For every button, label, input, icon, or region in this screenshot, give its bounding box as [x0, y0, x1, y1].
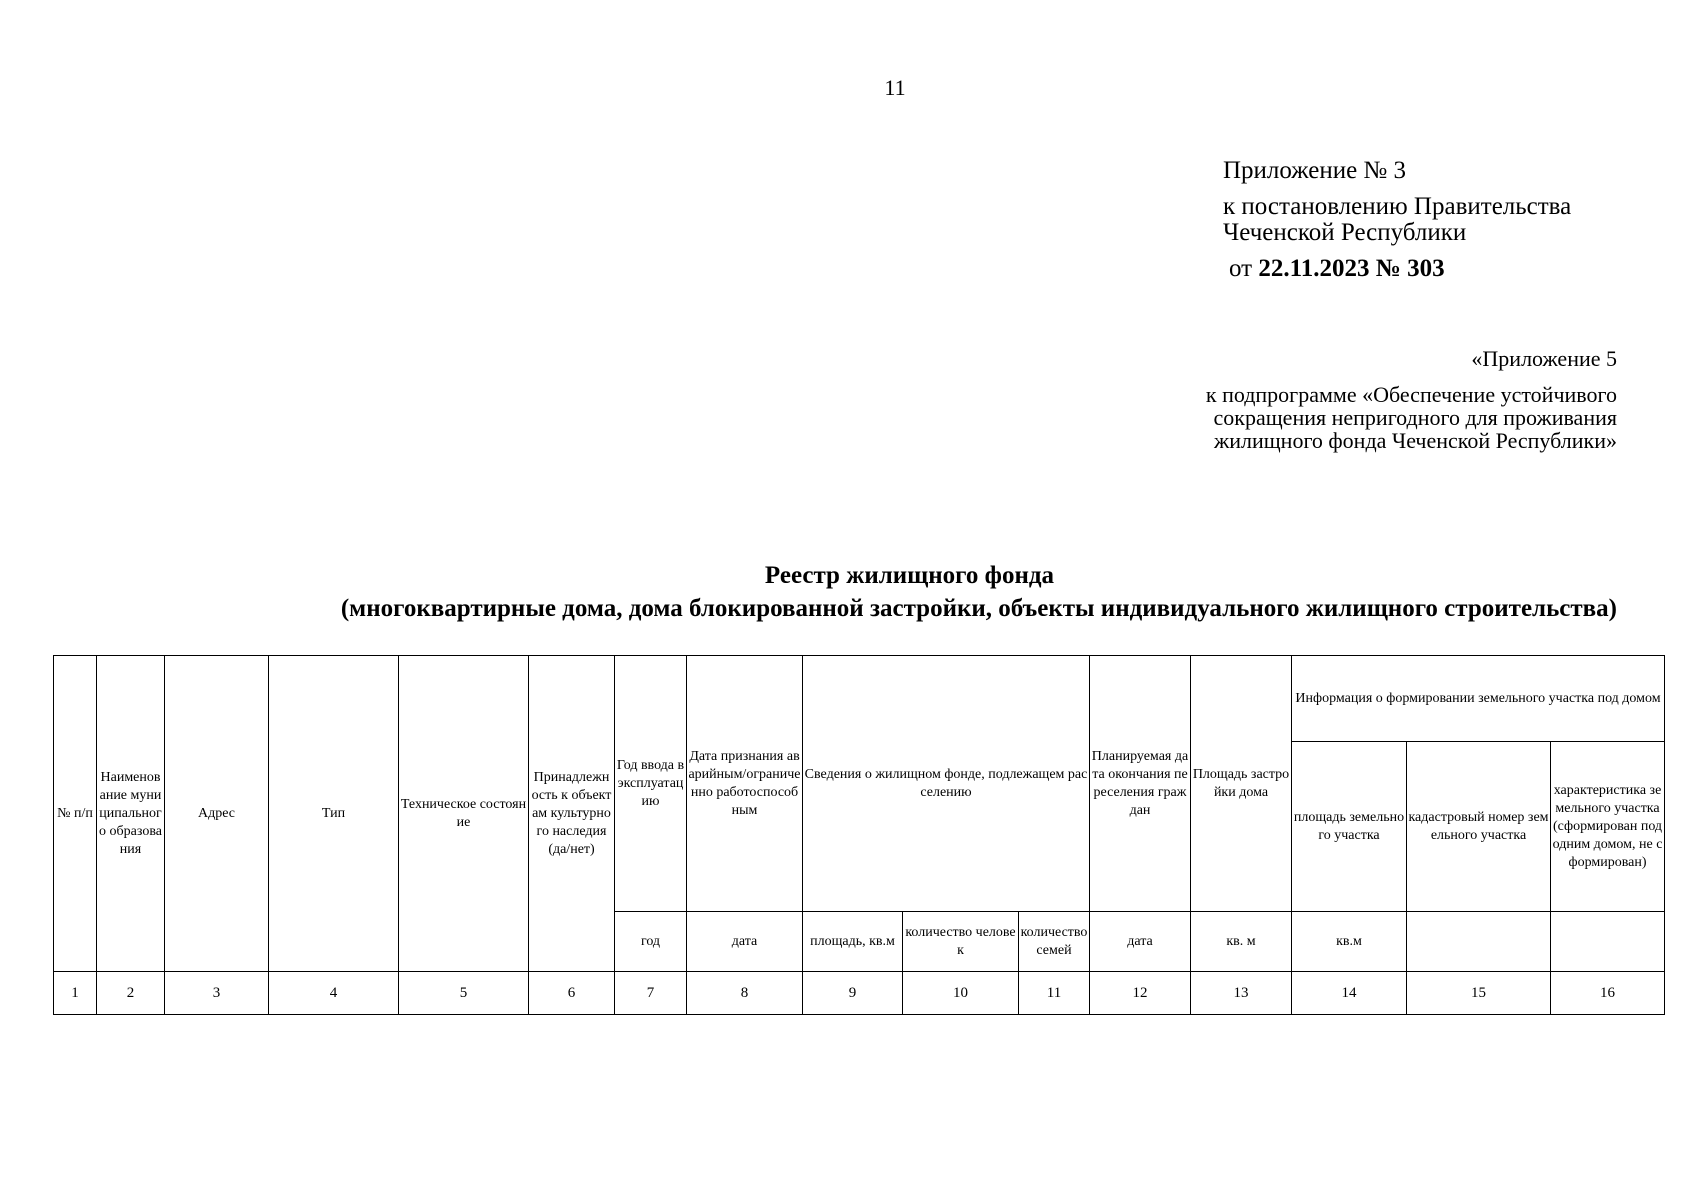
approval-block [1223, 158, 1571, 282]
unit-building-area: кв. м [1191, 912, 1292, 972]
column-number: 13 [1191, 972, 1292, 1015]
column-number: 3 [165, 972, 269, 1015]
approval-number-sign: № [1369, 255, 1408, 282]
approval-date: 22.11.2023 [1258, 255, 1370, 282]
column-number: 10 [903, 972, 1019, 1015]
column-number: 16 [1551, 972, 1665, 1015]
header-building-area: Площадь застройки дома [1191, 656, 1292, 912]
unit-date: дата [687, 912, 803, 972]
document-title-subtitle: (многоквартирные дома, дома блокированной застройки, объекты индивидуального жилищного строительства) [340, 595, 1617, 622]
approval-appendix-label: Приложение № 3 [1223, 157, 1407, 184]
column-number: 9 [803, 972, 903, 1015]
program-appendix-label: «Приложение 5 [1471, 346, 1617, 371]
header-housing-info: Сведения о жилищном фонде, подлежащем расселению [803, 656, 1090, 912]
column-number: 5 [399, 972, 529, 1015]
column-number: 8 [687, 972, 803, 1015]
column-number: 7 [615, 972, 687, 1015]
header-land-char: характеристика земельного участка (сформирован под одним домом, не сформирован) [1551, 742, 1665, 912]
header-land-info: Информация о формировании земельного участка под домом [1292, 656, 1665, 742]
header-address: Адрес [165, 656, 269, 972]
table-header-row-1 [54, 656, 1665, 742]
approval-government-line: Чеченской Республики [1223, 219, 1467, 246]
column-number: 12 [1090, 972, 1191, 1015]
header-land-area: площадь земельного участка [1292, 742, 1407, 912]
unit-families: количество семей [1019, 912, 1090, 972]
column-number: 4 [269, 972, 399, 1015]
page-number: 11 [884, 75, 906, 100]
header-municipality: Наименование муниципального образования [97, 656, 165, 972]
unit-land-char [1551, 912, 1665, 972]
approval-number: 303 [1407, 255, 1445, 282]
column-number: 14 [1292, 972, 1407, 1015]
table-column-numbers-row [54, 972, 1665, 1015]
approval-resolution-line: к постановлению Правительства [1223, 193, 1572, 220]
program-ref-line-2: сокращения непригодного для проживания [1213, 405, 1617, 430]
header-tech-condition: Техническое состояние [399, 656, 529, 972]
unit-year: год [615, 912, 687, 972]
unit-planned-date: дата [1090, 912, 1191, 972]
unit-land-area: кв.м [1292, 912, 1407, 972]
header-year-commissioned: Год ввода в эксплуатацию [615, 656, 687, 912]
header-num: № п/п [54, 656, 97, 972]
column-number: 6 [529, 972, 615, 1015]
column-number: 15 [1407, 972, 1551, 1015]
program-ref-line-1: к подпрограмме «Обеспечение устойчивого [1205, 382, 1617, 407]
header-planned-date: Планируемая дата окончания переселения граждан [1090, 656, 1191, 912]
unit-people: количество человек [903, 912, 1019, 972]
header-heritage: Принадлежность к объектам культурного наследия (да/нет) [529, 656, 615, 972]
approval-date-line [1223, 256, 1571, 282]
column-number: 2 [97, 972, 165, 1015]
header-type: Тип [269, 656, 399, 972]
unit-area: площадь, кв.м [803, 912, 903, 972]
registry-table [53, 655, 1665, 1015]
header-cadastral: кадастровый номер земельного участка [1407, 742, 1551, 912]
unit-cadastral [1407, 912, 1551, 972]
column-number: 1 [54, 972, 97, 1015]
program-reference [1206, 347, 1617, 452]
document-title [17, 559, 1617, 625]
column-number: 11 [1019, 972, 1090, 1015]
program-ref-line-3: жилищного фонда Чеченской Республики» [1214, 428, 1617, 453]
header-date-recognized: Дата признания аварийным/ограниченно работоспособным [687, 656, 803, 912]
approval-date-prefix: от [1229, 255, 1259, 282]
document-title-main: Реестр жилищного фонда [764, 562, 1054, 589]
